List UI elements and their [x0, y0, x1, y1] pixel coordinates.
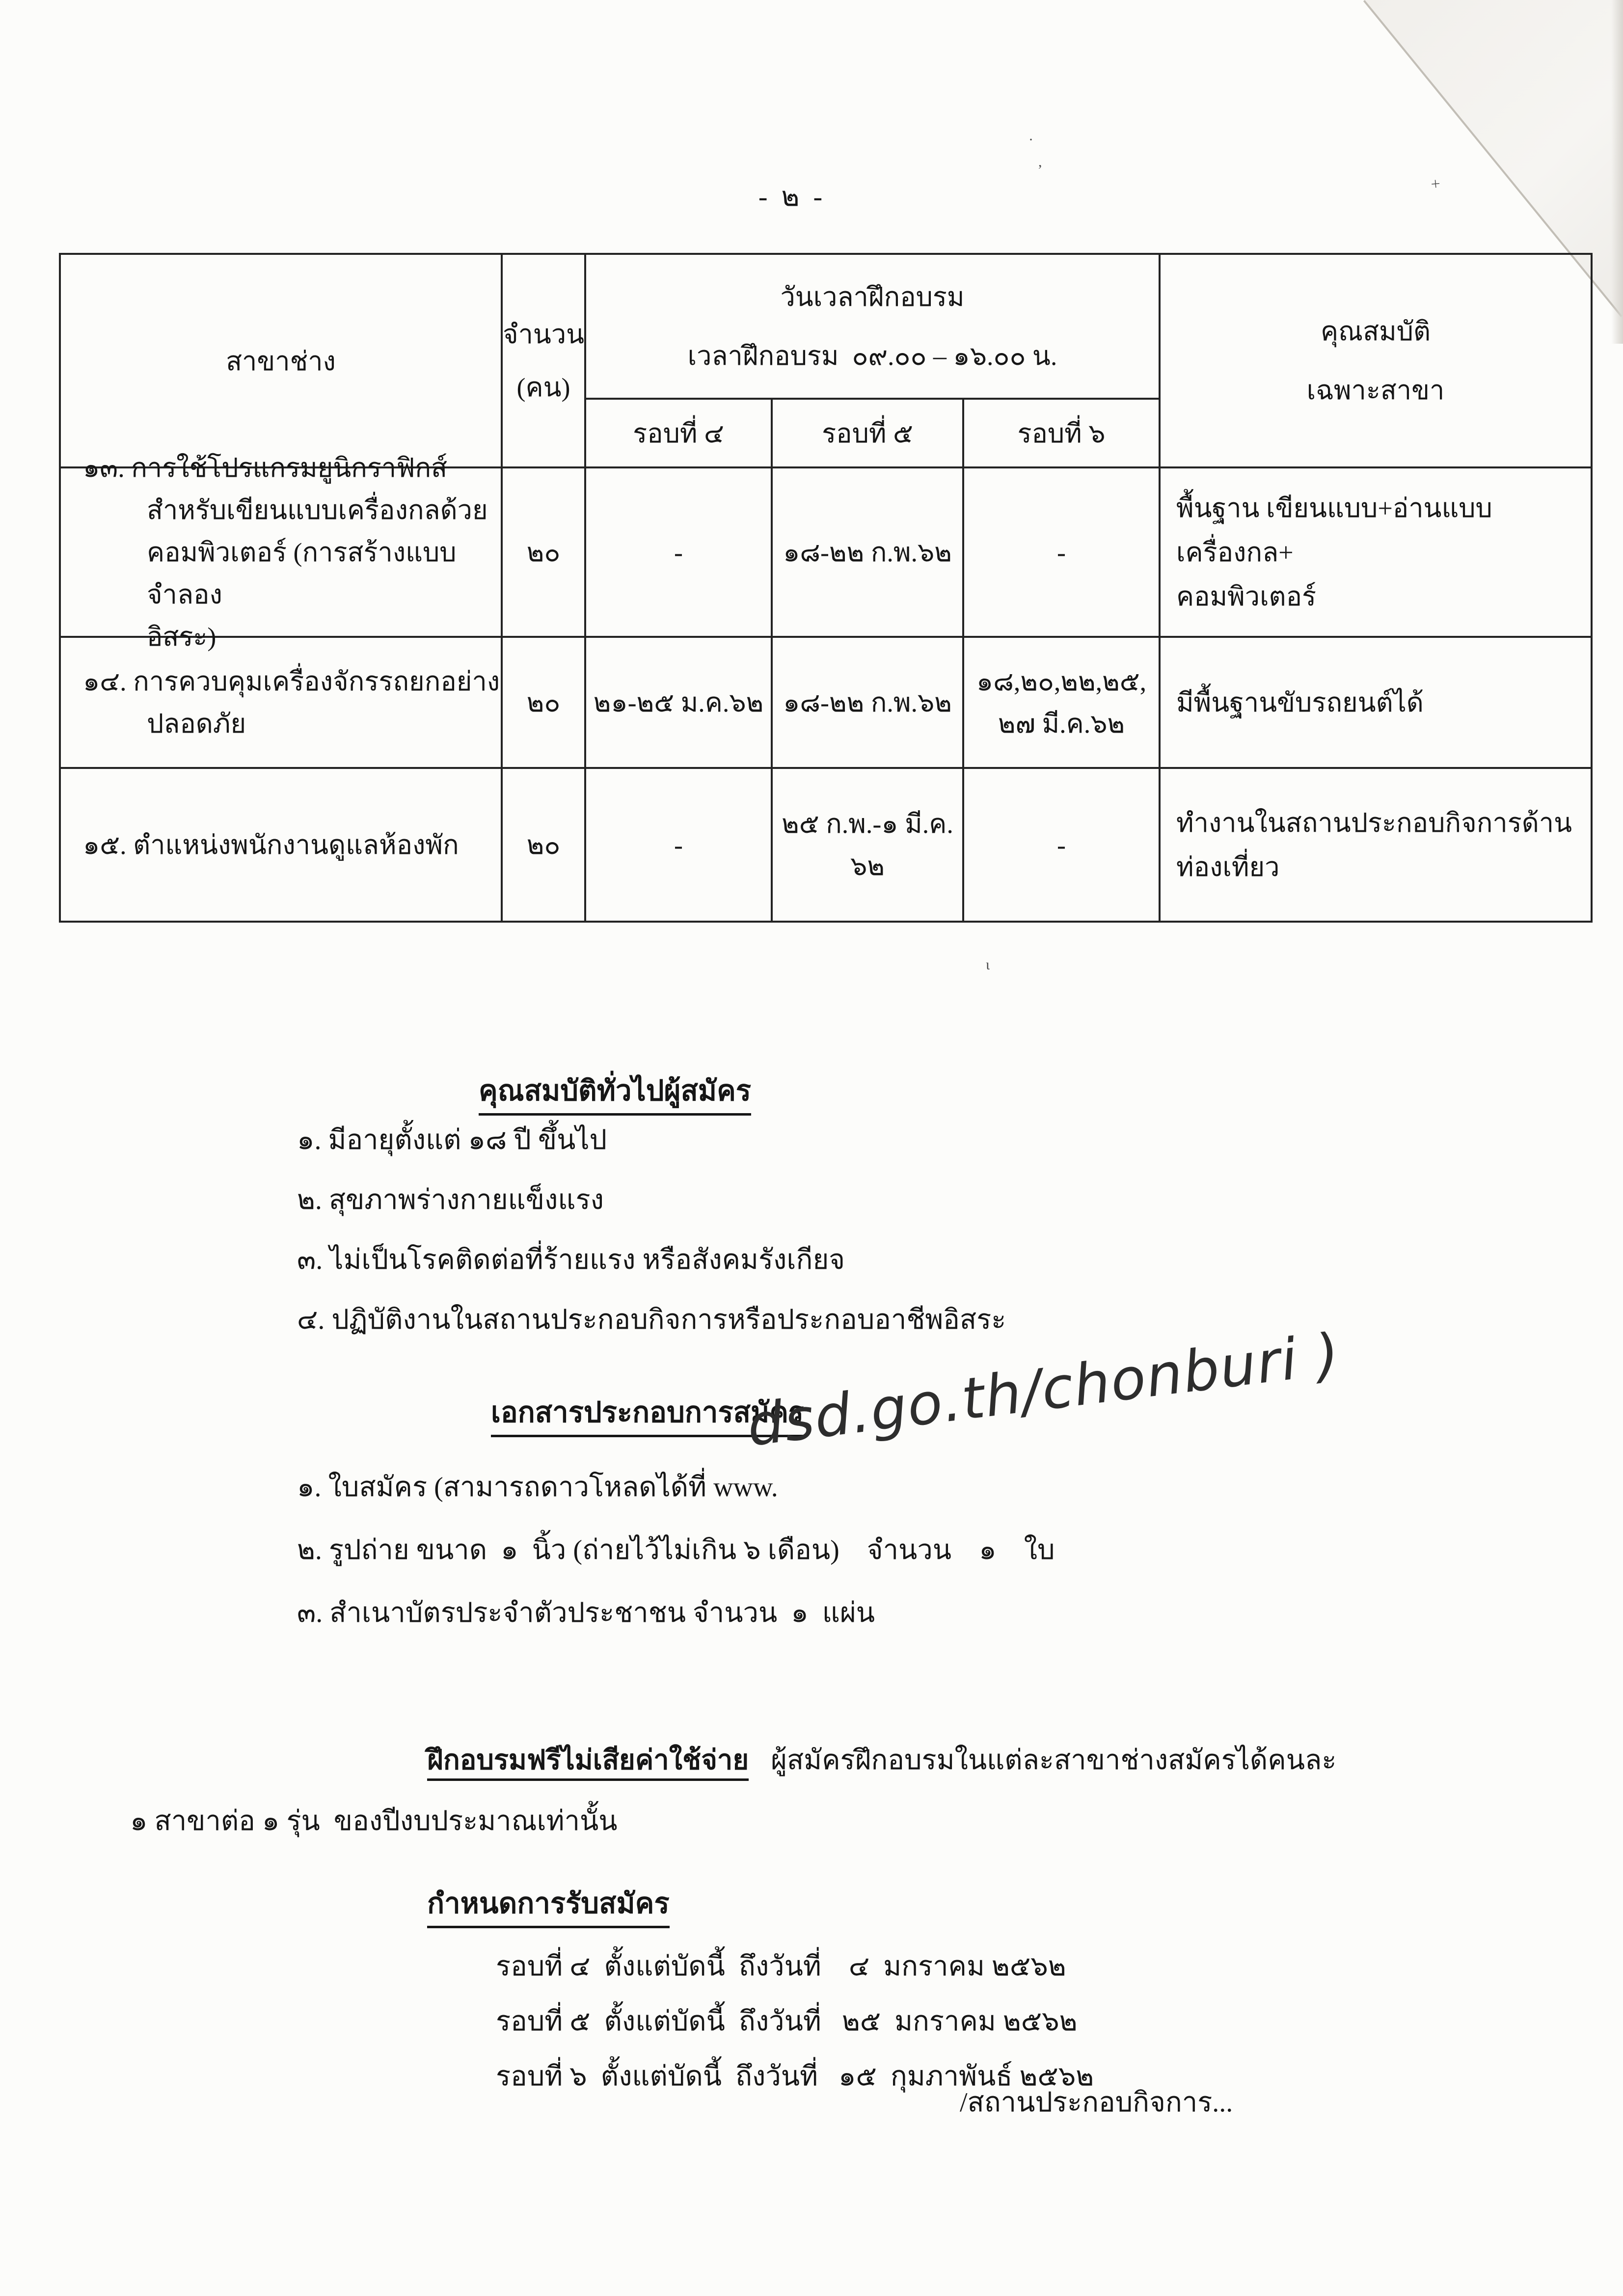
- table-row-14-branch: [61, 638, 503, 769]
- table-row-15-qualification: [1161, 769, 1593, 923]
- documents-item-2: ๒. รูปถ่าย ขนาด ๑ นิ้ว (ถ่ายไว้ไม่เกิน ๖ เดือน) จำนวน ๑ ใบ: [297, 1535, 1055, 1565]
- free-training-rest: ผู้สมัครฝึกอบรมในแต่ละสาขาช่างสมัครได้คนละ: [771, 1745, 1337, 1776]
- table-header-round5: รอบที่ ๕: [773, 400, 964, 468]
- general-qualification-item-2: ๒. สุขภาพร่างกายแข็งแรง: [297, 1185, 604, 1215]
- scan-speck: ,: [1038, 154, 1042, 170]
- course-table: [59, 253, 1593, 923]
- row14-round6-line: ๑๘,๒๐,๒๒,๒๕,: [976, 666, 1147, 696]
- schedule-round-6: รอบที่ ๖ ตั้งแต่บัดนี้ ถึงวันที่ ๑๕ กุมภาพันธ์ ๒๕๖๒: [496, 2061, 1094, 2092]
- table-row-15-quantity: ๒๐: [503, 769, 586, 923]
- general-qualification-item-4: ๔. ปฏิบัติงานในสถานประกอบกิจการหรือประกอบอาชีพอิสระ: [297, 1305, 1006, 1335]
- documents-item-1: ๑. ใบสมัคร (สามารถดาวโหลดได้ที่ www.: [297, 1472, 778, 1503]
- table-row-13-round4: -: [586, 468, 773, 638]
- scan-edge-shadow: [1611, 0, 1623, 344]
- table-row-15-round6: -: [964, 769, 1161, 923]
- table-row-13-round6: -: [964, 468, 1161, 638]
- header-qualification-line2: เฉพาะสาขา: [1306, 375, 1445, 405]
- table-row-14-round4: ๒๑-๒๕ ม.ค.๖๒: [586, 638, 773, 769]
- handwritten-url: dsd.go.th/chonburi ): [743, 1320, 1344, 1459]
- row13-branch-line: อิสระ): [147, 622, 216, 652]
- row13-branch-line: สำหรับเขียนแบบเครื่องกลด้วย: [147, 495, 488, 525]
- table-header-branch: [61, 255, 503, 468]
- header-branch-label: สาขาช่าง: [226, 346, 336, 376]
- header-qualification-line1: คุณสมบัติ: [1320, 316, 1431, 346]
- table-row-13-quantity: ๒๐: [503, 468, 586, 638]
- documents-heading: เอกสารประกอบการสมัคร: [491, 1394, 804, 1437]
- row15-qualification-line: ทำงานในสถานประกอบกิจการด้าน: [1176, 808, 1572, 838]
- row15-branch-line: ๑๕. ตำแหน่งพนักงานดูแลห้องพัก: [83, 830, 459, 860]
- row15-round5-line: ๖๒: [850, 851, 885, 881]
- table-header-round4: รอบที่ ๔: [586, 400, 773, 468]
- schedule-heading: กำหนดการรับสมัคร: [427, 1886, 670, 1928]
- documents-item-3: ๓. สำเนาบัตรประจำตัวประชาชน จำนวน ๑ แผ่น: [297, 1598, 875, 1628]
- page-number: - ๒ -: [758, 182, 823, 212]
- table-row-14-round5: ๑๘-๒๒ ก.พ.๖๒: [773, 638, 964, 769]
- table-row-14-quantity: ๒๐: [503, 638, 586, 769]
- schedule-round-4: รอบที่ ๔ ตั้งแต่บัดนี้ ถึงวันที่ ๔ มกราคม ๒๕๖๒: [496, 1951, 1066, 1982]
- row14-round6-line: ๒๗ มี.ค.๖๒: [998, 709, 1125, 738]
- scan-speck: ×: [1427, 175, 1444, 193]
- scan-speck: ι: [986, 957, 990, 973]
- table-row-13-branch: [61, 453, 503, 652]
- table-header-round6: รอบที่ ๖: [964, 400, 1161, 468]
- header-schedule-line2: เวลาฝึกอบรม ๐๙.๐๐ – ๑๖.๐๐ น.: [687, 341, 1057, 371]
- table-row-15-branch: [61, 769, 503, 923]
- row13-branch-line: คอมพิวเตอร์ (การสร้างแบบจำลอง: [147, 537, 457, 609]
- row13-qualification-line: พื้นฐาน เขียนแบบ+อ่านแบบเครื่องกล+: [1176, 493, 1492, 567]
- free-training-continuation: ๑ สาขาต่อ ๑ รุ่น ของปีงบประมาณเท่านั้น: [130, 1806, 618, 1836]
- header-schedule-line1: วันเวลาฝึกอบรม: [780, 282, 965, 312]
- row15-qualification-line: ท่องเที่ยว: [1176, 852, 1280, 882]
- table-row-14-round6: [964, 638, 1161, 769]
- footer-continuation-note: /สถานประกอบกิจการ...: [960, 2087, 1233, 2118]
- free-training-line: [427, 1742, 1336, 1778]
- row14-branch-line: ปลอดภัย: [147, 709, 246, 738]
- table-row-15-round5: [773, 769, 964, 923]
- table-header-schedule: [586, 255, 1161, 400]
- row14-qualification-line: มีพื้นฐานขับรถยนต์ได้: [1176, 687, 1424, 717]
- table-header-quantity: [503, 255, 586, 468]
- row15-round5-line: ๒๕ ก.พ.-๑ มี.ค.: [782, 809, 953, 839]
- table-row-14-qualification: [1161, 638, 1593, 769]
- schedule-round-5: รอบที่ ๕ ตั้งแต่บัดนี้ ถึงวันที่ ๒๕ มกราคม ๒๕๖๒: [496, 2006, 1078, 2037]
- table-row-15-round4: -: [586, 769, 773, 923]
- row13-qualification-line: คอมพิวเตอร์: [1176, 581, 1317, 611]
- header-quantity-line1: จำนวน: [502, 319, 585, 349]
- general-qualifications-heading: คุณสมบัติทั่วไปผู้สมัคร: [479, 1073, 751, 1116]
- scan-speck: ·: [1028, 132, 1033, 148]
- header-quantity-line2: (คน): [516, 372, 570, 402]
- general-qualification-item-3: ๓. ไม่เป็นโรคติดต่อที่ร้ายแรง หรือสังคมรังเกียจ: [297, 1245, 845, 1275]
- row14-branch-line: ๑๔. การควบคุมเครื่องจักรรถยกอย่าง: [83, 666, 500, 696]
- table-row-13-qualification: [1161, 468, 1593, 638]
- row13-branch-line: ๑๓. การใช้โปรแกรมยูนิกราฟิกส์: [83, 453, 448, 483]
- free-training-underlined: ฝึกอบรมฟรีไม่เสียค่าใช้จ่าย: [427, 1745, 749, 1781]
- table-header-qualification: [1161, 255, 1593, 468]
- general-qualification-item-1: ๑. มีอายุตั้งแต่ ๑๘ ปี ขึ้นไป: [297, 1125, 607, 1155]
- table-row-13-round5: ๑๘-๒๒ ก.พ.๖๒: [773, 468, 964, 638]
